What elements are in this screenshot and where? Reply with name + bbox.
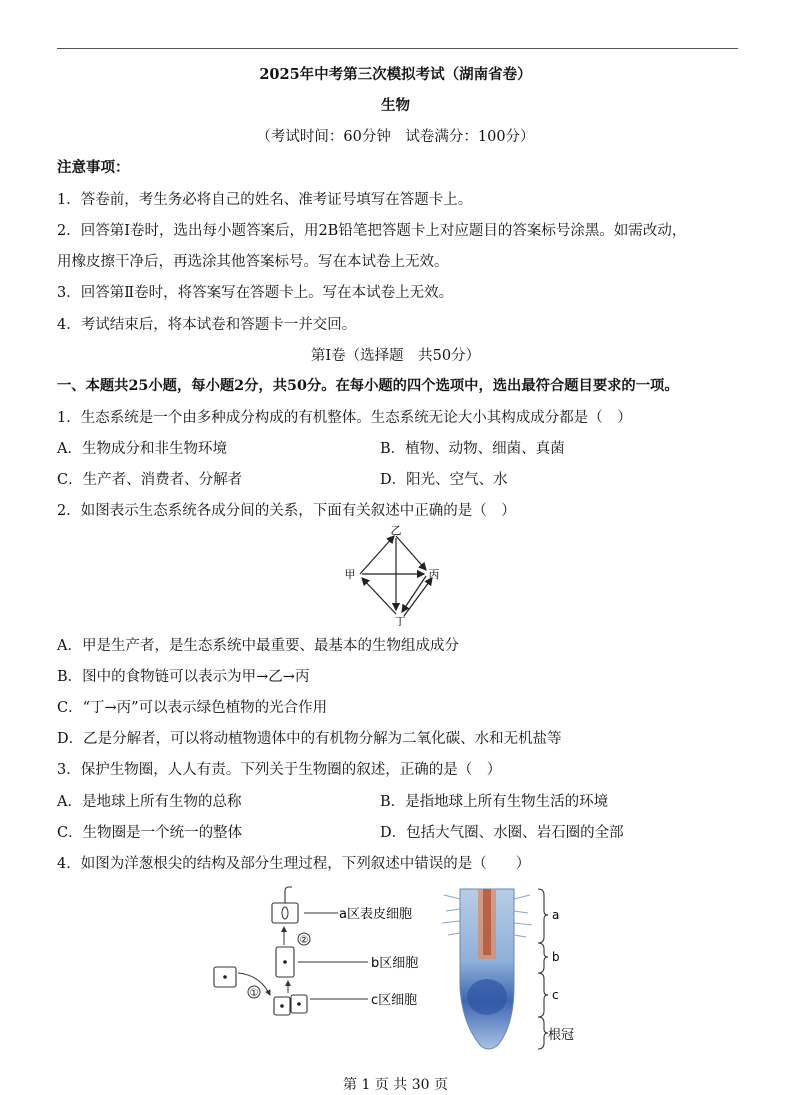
zone-c-label: c <box>552 988 559 1002</box>
zone-brace-a <box>538 889 548 943</box>
q1-option-d: D．阳光、空气、水 <box>380 472 508 488</box>
exam-title: 2025年中考第三次模拟考试（湖南省卷） <box>259 66 532 83</box>
root-tip-icon <box>442 889 532 1049</box>
notes-heading: 注意事项： <box>57 159 130 176</box>
q1-stem: 1．生态系统是一个由多种成分构成的有机整体。生态系统无论大小其构成成分都是（ ） <box>57 410 632 426</box>
zone-b-label: b <box>552 950 560 964</box>
node-jia: 甲 <box>344 568 356 581</box>
node-bing: 丙 <box>428 568 440 581</box>
node-yi: 乙 <box>390 524 402 537</box>
page-footer: 第 1 页 共 30 页 <box>343 1077 448 1093</box>
ecosystem-diagram <box>340 524 446 626</box>
q2-option-d: D．乙是分解者，可以将动植物遗体中的有机物分解为二氧化碳、水和无机盐等 <box>57 731 562 747</box>
label-a-epidermal: a区表皮细胞 <box>339 907 412 922</box>
header-rule <box>57 48 738 49</box>
process-1-label: ① <box>249 988 259 999</box>
section-title: 第Ⅰ卷（选择题 共50分） <box>310 348 481 364</box>
zone-a-label: a <box>552 908 560 922</box>
q2-option-c: C．“丁→丙”可以表示绿色植物的光合作用 <box>57 700 328 716</box>
exam-info: （考试时间：60分钟 试卷满分：100分） <box>256 129 535 145</box>
note-item: 2．回答第Ⅰ卷时，选出每小题答案后，用2B铅笔把答题卡上对应题目的答案标号涂黑。如需改动， <box>57 223 687 239</box>
q3-stem: 3．保护生物圈，人人有责。下列关于生物圈的叙述，正确的是（ ） <box>57 762 502 778</box>
elongation-cell-icon <box>276 947 294 977</box>
root-tip-diagram <box>208 885 580 1055</box>
arrow-ding-to-bing <box>404 578 432 616</box>
q2-option-b: B．图中的食物链可以表示为甲→乙→丙 <box>57 669 310 685</box>
arrow-yi-to-bing <box>396 536 426 570</box>
section-instruction: 一、本题共25小题，每小题2分，共50分。在每小题的四个选项中，选出最符合题目要求的一项。 <box>57 378 679 394</box>
divided-cells-icon <box>274 995 307 1015</box>
note-item: 用橡皮擦干净后，再选涂其他答案标号。写在本试卷上无效。 <box>57 254 449 270</box>
note-item: 4．考试结束后，将本试卷和答题卡一并交回。 <box>57 317 357 333</box>
arrow-ding-to-jia <box>362 578 396 614</box>
node-ding: 丁 <box>394 615 406 626</box>
q3-option-a: A．是地球上所有生物的总称 <box>57 794 242 810</box>
zone-cap-label: 根冠 <box>548 1028 575 1043</box>
q2-stem: 2．如图表示生态系统各成分间的关系，下面有关叙述中正确的是（ ） <box>57 503 516 519</box>
q3-option-b: B．是指地球上所有生物生活的环境 <box>380 794 609 810</box>
q1-option-a: A．生物成分和非生物环境 <box>57 441 227 457</box>
subject-title: 生物 <box>381 97 410 114</box>
arrow-jia-to-yi <box>360 536 394 574</box>
q3-option-c: C．生物圈是一个统一的整体 <box>57 825 243 841</box>
epidermal-cell-icon <box>272 887 298 923</box>
source-cell-icon <box>214 967 236 987</box>
label-b-cell: b区细胞 <box>371 956 419 971</box>
q4-stem: 4．如图为洋葱根尖的结构及部分生理过程，下列叙述中错误的是（ ） <box>57 856 531 872</box>
note-item: 3．回答第Ⅱ卷时，将答案写在答题卡上。写在本试卷上无效。 <box>57 285 454 301</box>
note-item: 1．答卷前，考生务必将自己的姓名、准考证号填写在答题卡上。 <box>57 192 473 208</box>
q2-option-a: A．甲是生产者，是生态系统中最重要、最基本的生物组成成分 <box>57 638 459 654</box>
zone-brace-cap <box>538 1017 548 1049</box>
zone-brace-b <box>538 943 548 973</box>
q1-option-c: C．生产者、消费者、分解者 <box>57 472 243 488</box>
arrow-bing-to-ding <box>402 576 426 612</box>
label-c-cell: c区细胞 <box>371 993 418 1008</box>
q1-option-b: B．植物、动物、细菌、真菌 <box>380 441 565 457</box>
q3-option-d: D．包括大气圈、水圈、岩石圈的全部 <box>380 825 624 841</box>
zone-brace-c <box>538 973 548 1017</box>
process-2-label: ② <box>299 935 309 946</box>
